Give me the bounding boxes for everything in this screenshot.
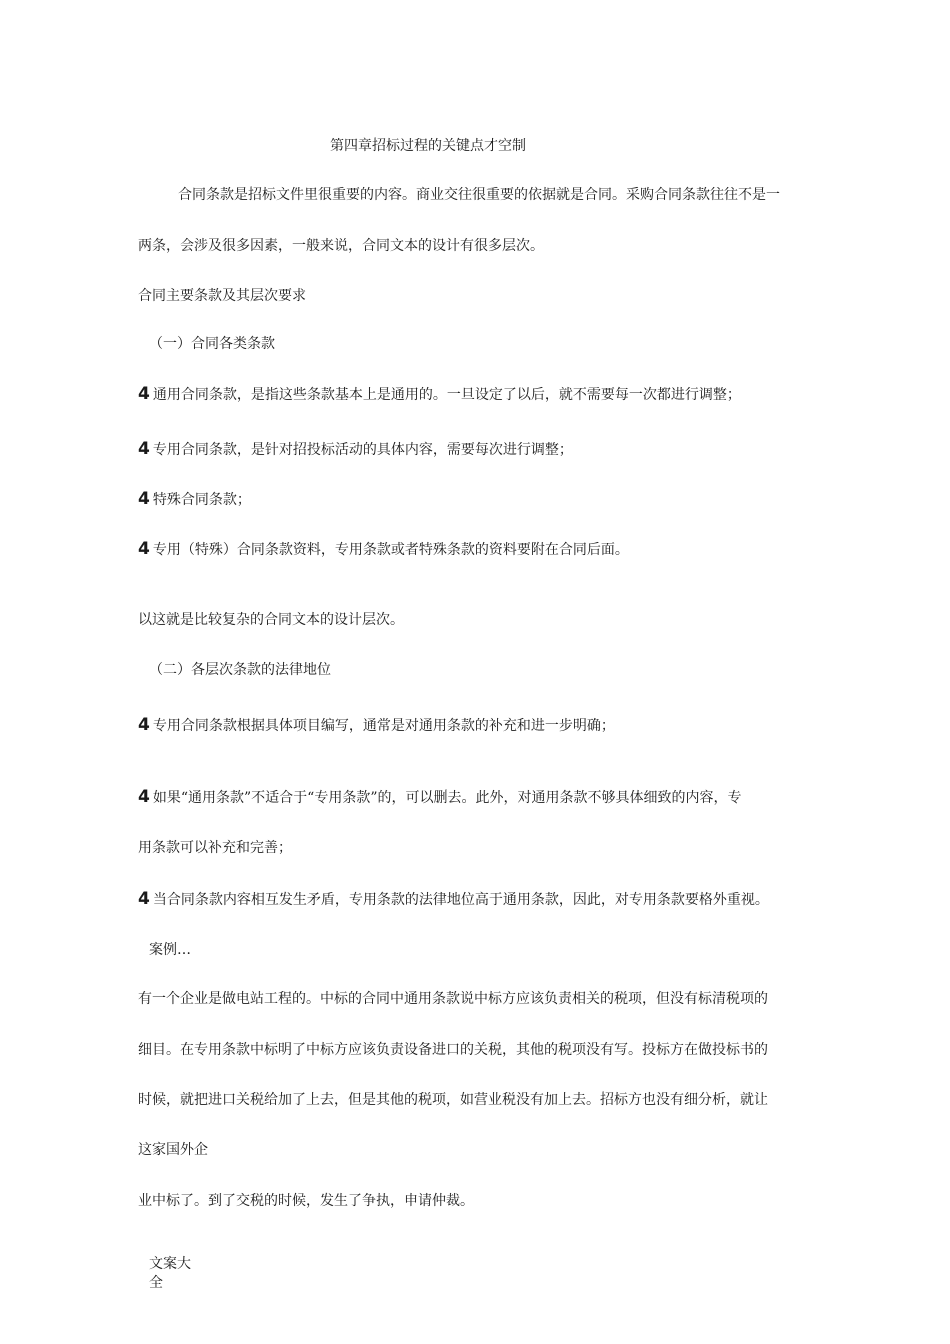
- subsection-1-summary: 以这就是比较复杂的合同文本的设计层次。: [138, 612, 404, 628]
- list-item: [138, 384, 741, 405]
- bullet-marker: 4: [138, 539, 150, 559]
- case-paragraph-line: 时候，就把进口关税给加了上去，但是其他的税项，如营业税没有加上去。招标方也没有细分析，就让: [138, 1092, 768, 1108]
- case-paragraph-line: 有一个企业是做电站工程的。中标的合同中通用条款说中标方应该负责相关的税项，但没有标清税项的: [138, 991, 768, 1007]
- bullet-marker: 4: [138, 715, 150, 735]
- list-item-text: 专用合同条款，是针对招投标活动的具体内容，需要每次进行调整；: [152, 442, 573, 458]
- subsection-2-heading: （二）各层次条款的法律地位: [149, 662, 331, 678]
- section-heading: 合同主要条款及其层次要求: [138, 288, 306, 304]
- document-title: 第四章招标过程的关键点才空制: [330, 138, 526, 154]
- bullet-marker: 4: [138, 489, 150, 509]
- list-item-text: 专用（特殊）合同条款资料，专用条款或者特殊条款的资料要附在合同后面。: [152, 542, 629, 558]
- list-item: [138, 715, 615, 736]
- list-item: [138, 489, 251, 510]
- subsection-1-heading: （一）合同各类条款: [149, 336, 275, 352]
- list-item: [138, 787, 741, 808]
- list-item-text: 通用合同条款，是指这些条款基本上是通用的。一旦设定了以后，就不需要每一次都进行调整；: [152, 387, 741, 403]
- intro-paragraph-line-1: 合同条款是招标文件里很重要的内容。商业交往很重要的依据就是合同。采购合同条款往往不是一: [178, 187, 780, 203]
- list-item: [138, 889, 769, 910]
- bullet-marker: 4: [138, 384, 150, 404]
- footer-mark: 文案大全: [149, 1256, 191, 1291]
- case-heading: 案例…: [149, 942, 191, 958]
- list-item-text: 如果“通用条款”不适合于“专用条款”的，可以删去。此外，对通用条款不够具体细致的内容，专: [152, 790, 742, 806]
- bullet-marker: 4: [138, 889, 150, 909]
- list-item-text: 当合同条款内容相互发生矛盾，专用条款的法律地位高于通用条款，因此，对专用条款要格外重视。: [152, 892, 769, 908]
- intro-paragraph-line-2: 两条，会涉及很多因素，一般来说，合同文本的设计有很多层次。: [138, 238, 544, 254]
- list-item: [138, 539, 629, 560]
- bullet-marker: 4: [138, 787, 150, 807]
- list-item-text: 专用合同条款根据具体项目编写，通常是对通用条款的补充和进一步明确；: [152, 718, 615, 734]
- list-item-text: 特殊合同条款；: [152, 492, 251, 508]
- bullet-marker: 4: [138, 439, 150, 459]
- case-paragraph-line: 业中标了。到了交税的时候，发生了争执，申请仲裁。: [138, 1193, 474, 1209]
- case-paragraph-line: 细目。在专用条款中标明了中标方应该负责设备进口的关税，其他的税项没有写。投标方在做投标书的: [138, 1042, 768, 1058]
- case-paragraph-line: 这家国外企: [138, 1142, 208, 1158]
- list-item-continuation: 用条款可以补充和完善；: [138, 840, 292, 856]
- list-item: [138, 439, 573, 460]
